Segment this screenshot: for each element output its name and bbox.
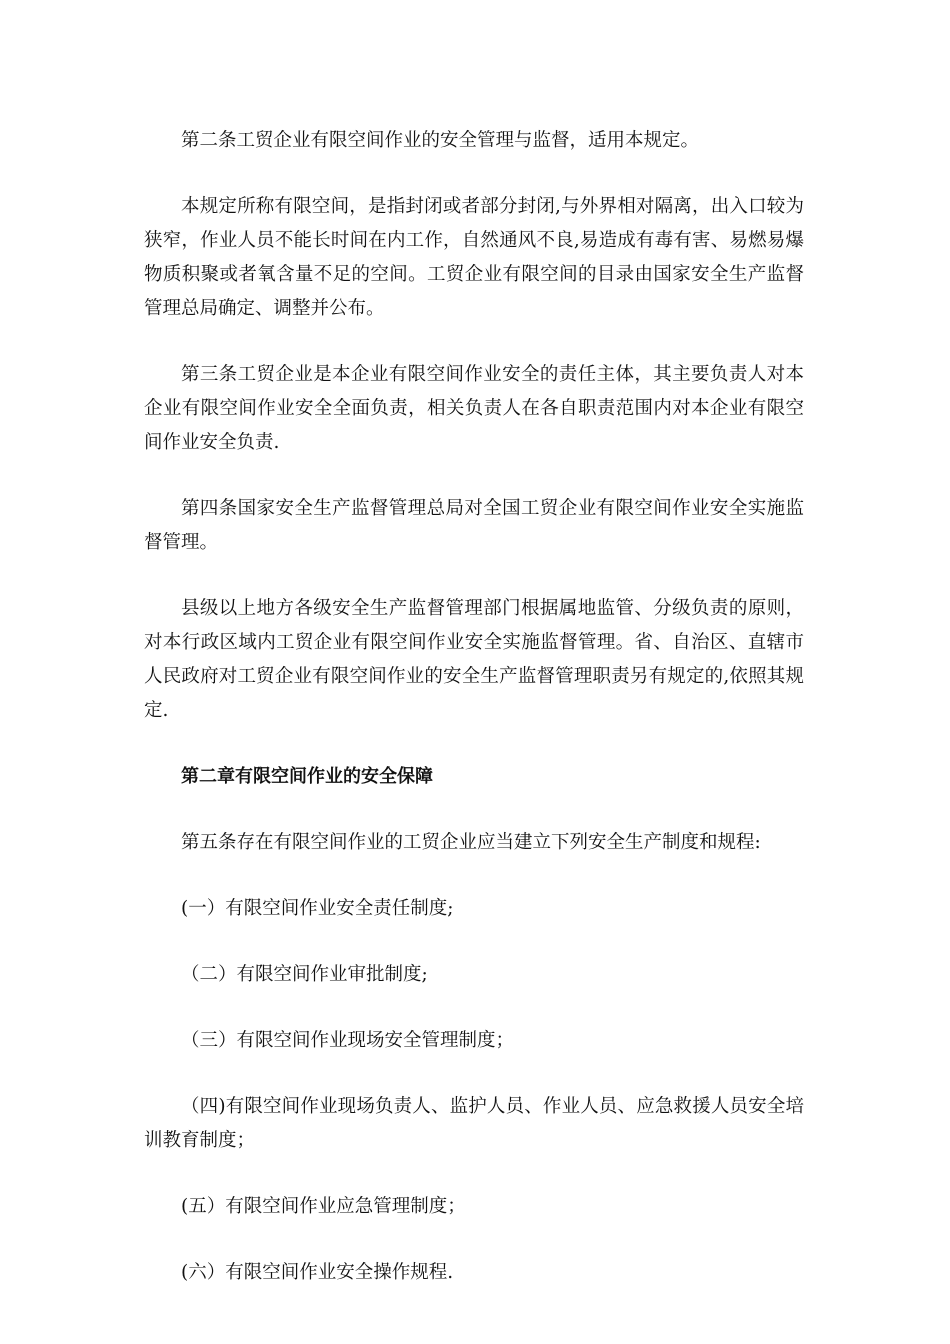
article-3-paragraph: 第三条工贸企业是本企业有限空间作业安全的责任主体，其主要负责人对本企业有限空间作业安全全面负责，相关负责人在各自职责范围内对本企业有限空间作业安全负责. (144, 364, 804, 453)
article-2-paragraph: 第二条工贸企业有限空间作业的安全管理与监督，适用本规定。 (181, 130, 700, 151)
list-item-5: (五）有限空间作业应急管理制度； (181, 1196, 466, 1217)
list-item-2: （二）有限空间作业审批制度; (181, 964, 428, 985)
list-item-4: （四)有限空间作业现场负责人、监护人员、作业人员、应急救援人员安全培训教育制度； (144, 1096, 804, 1151)
list-item-3: （三）有限空间作业现场安全管理制度； (181, 1030, 515, 1051)
local-supervision-paragraph: 县级以上地方各级安全生产监督管理部门根据属地监管、分级负责的原则，对本行政区域内工贸企业有限空间作业安全实施监督管理。省、自治区、直辖市人民政府对工贸企业有限空间作业的安全生产监督管理职责另有规定的,依照其规定. (144, 598, 804, 721)
limited-space-definition-paragraph: 本规定所称有限空间，是指封闭或者部分封闭,与外界相对隔离，出入口较为狭窄，作业人员不能长时间在内工作，自然通风不良,易造成有毒有害、易燃易爆物质积聚或者氧含量不足的空间。工贸企业有限空间的目录由国家安全生产监督管理总局确定、调整并公布。 (144, 196, 804, 319)
list-item-6: (六）有限空间作业安全操作规程. (181, 1262, 454, 1283)
article-4-paragraph: 第四条国家安全生产监督管理总局对全国工贸企业有限空间作业安全实施监督管理。 (144, 498, 804, 553)
document-page (144, 124, 804, 1290)
article-5-paragraph: 第五条存在有限空间作业的工贸企业应当建立下列安全生产制度和规程: (181, 832, 761, 853)
chapter-2-heading: 第二章有限空间作业的安全保障 (181, 766, 433, 787)
list-item-1: (一）有限空间作业安全责任制度; (181, 898, 454, 919)
